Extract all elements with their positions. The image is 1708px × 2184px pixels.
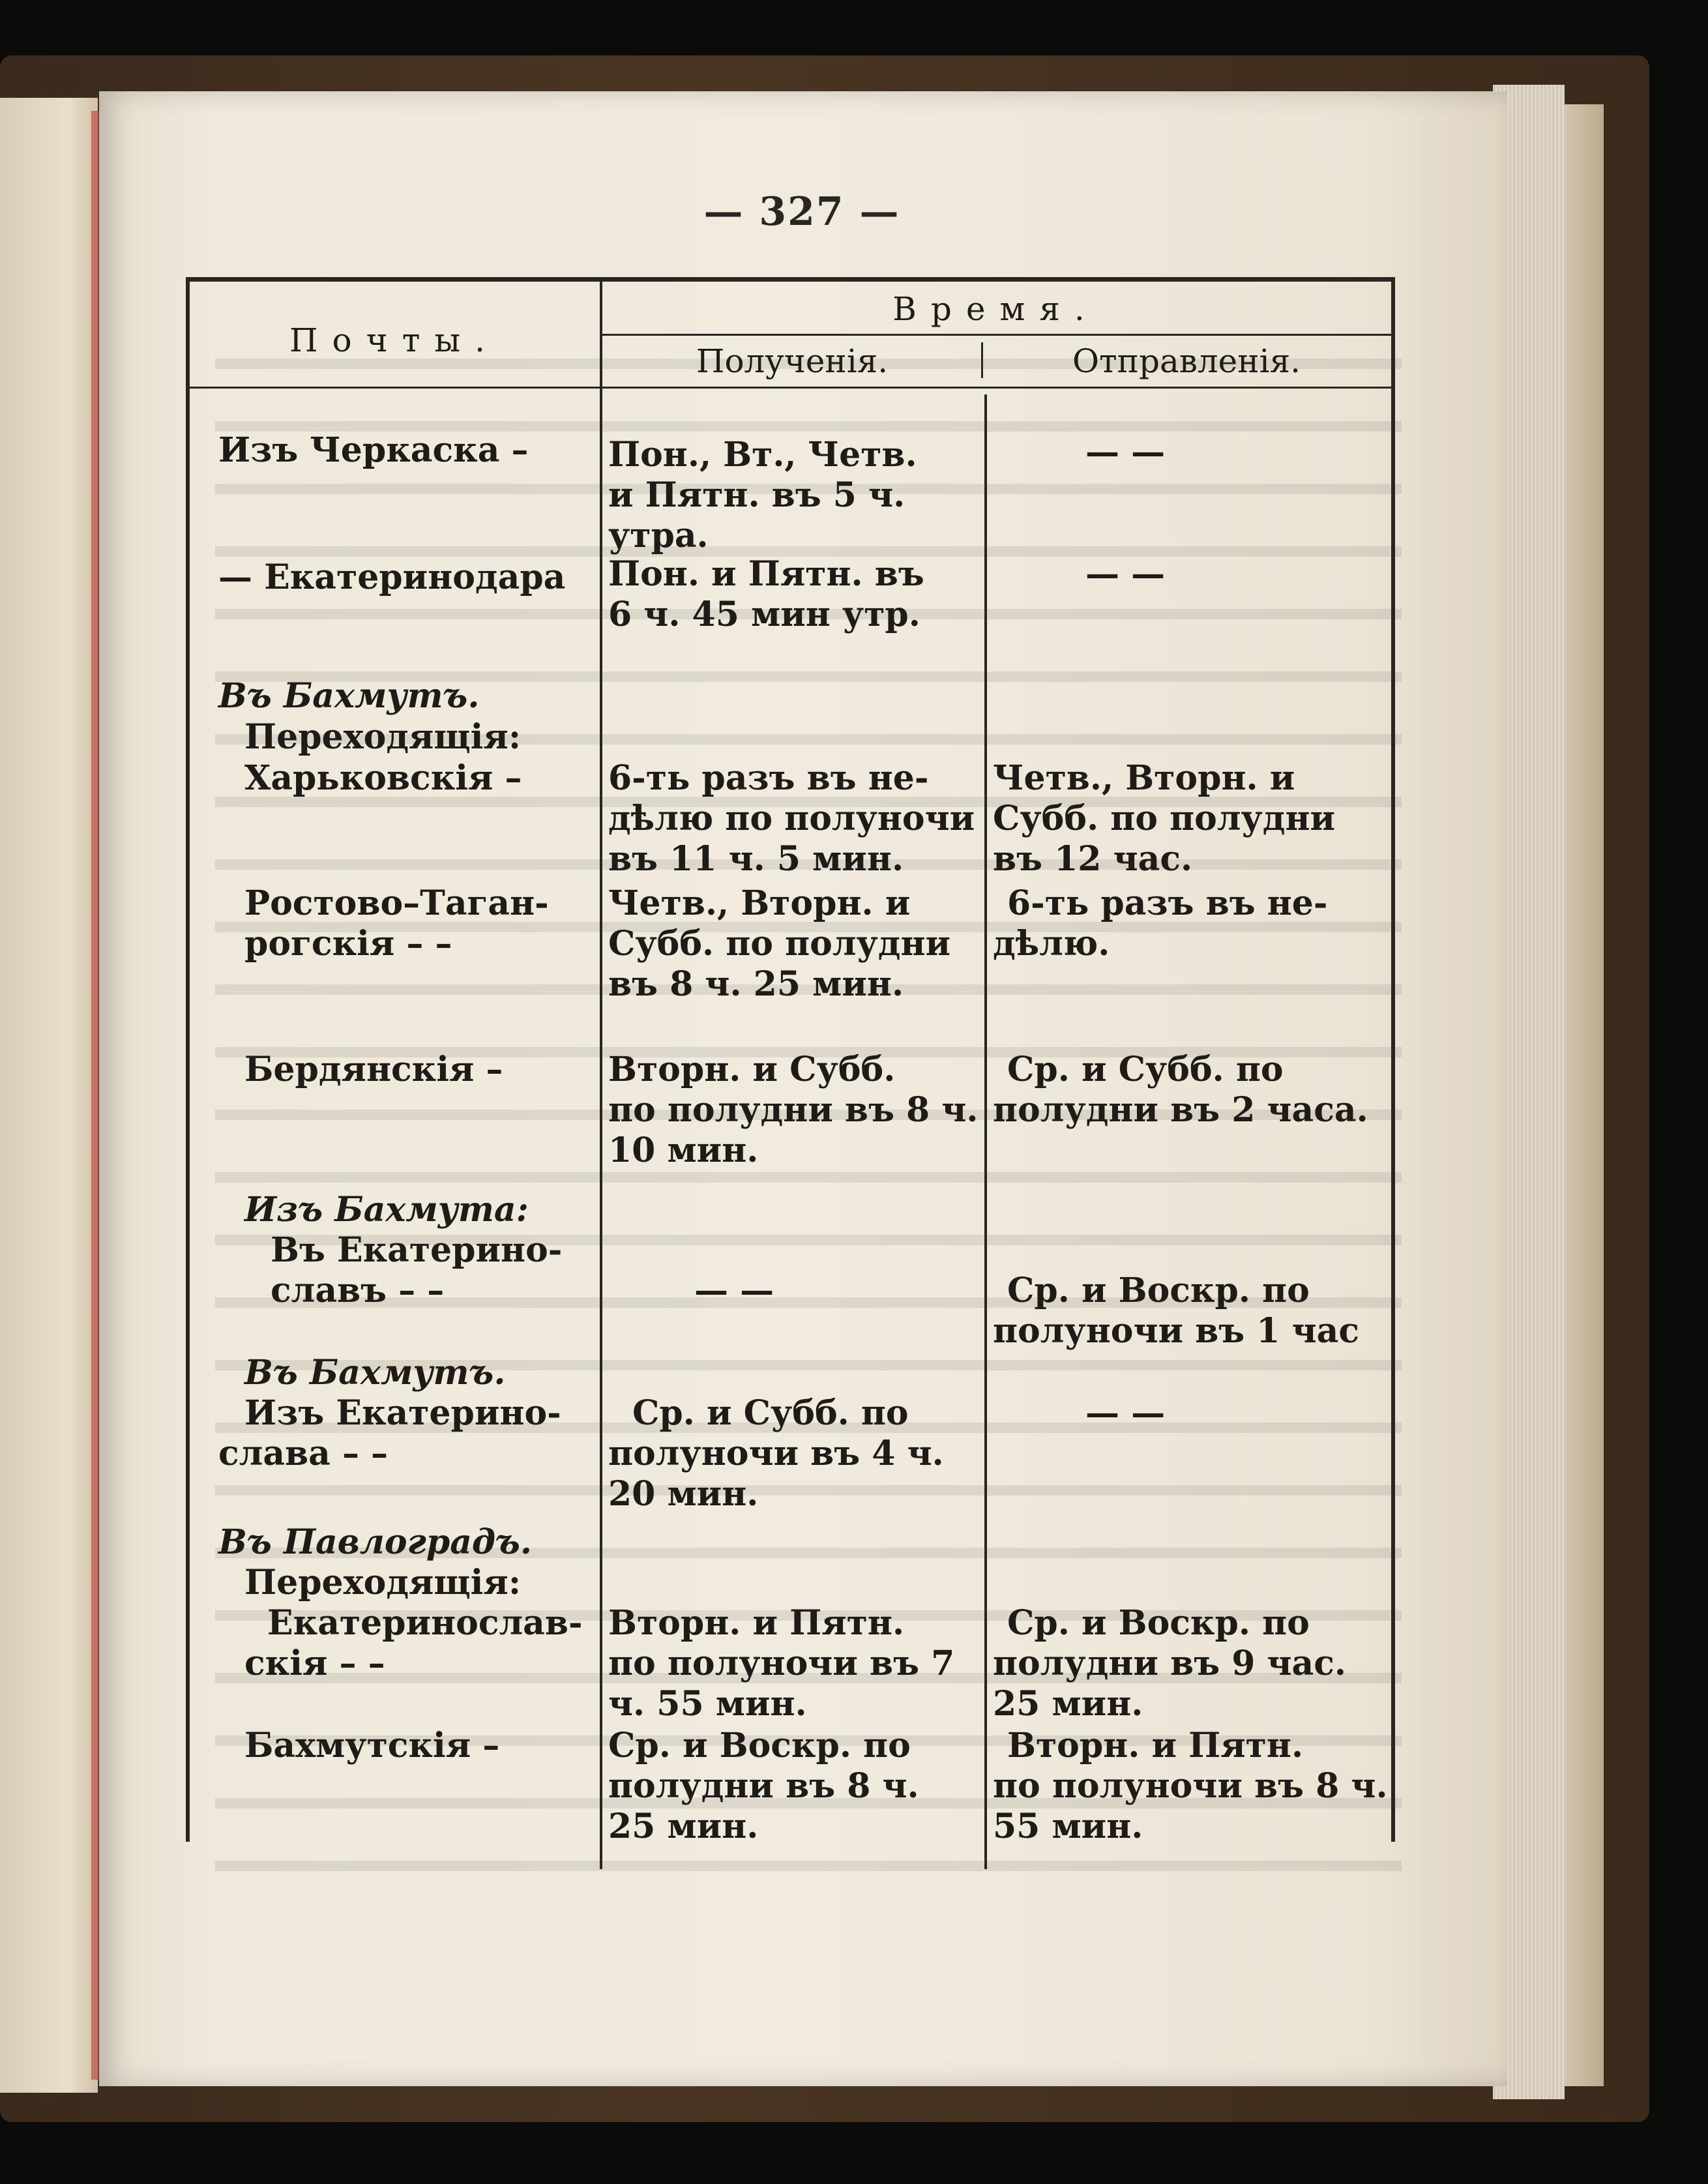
row-to-ekaterinoslav-receipt: — — <box>694 1271 774 1310</box>
row-rostov-receipt-2: Субб. по полудни <box>608 924 951 964</box>
row-from-ekaterinoslav-name-2: слава – – <box>218 1434 389 1473</box>
row-ekaterinoslav-transit-receipt-1: Вторн. и Пятн. <box>608 1603 905 1643</box>
left-page-edge <box>0 98 98 2093</box>
row-kharkov-name: Харьковскія – <box>244 758 522 798</box>
row-from-ekaterinoslav-receipt-2: полуночи въ 4 ч. <box>608 1434 944 1473</box>
row-to-ekaterinoslav-dispatch-1: Ср. и Воскр. по <box>1007 1271 1310 1310</box>
row-ekaterinoslav-transit-dispatch-2: полудни въ 9 час. <box>993 1644 1347 1683</box>
page-stack-edge <box>1565 104 1604 2086</box>
row-bakhmut-transit-receipt-3: 25 мин. <box>608 1807 759 1846</box>
row-bakhmut-transit-name: Бахмутскія – <box>244 1726 500 1765</box>
header-bottom-rule <box>190 387 1391 389</box>
row-ekaterinoslav-transit-dispatch-3: 25 мин. <box>993 1684 1143 1724</box>
page-number: — 327 — <box>703 189 900 235</box>
row-ekaterinoslav-transit-receipt-2: по полуночи въ 7 <box>608 1644 955 1683</box>
row-bakhmut-transit-dispatch-2: по полуночи въ 8 ч. <box>993 1766 1388 1806</box>
row-to-ekaterinoslav-name-1: Въ Екатерино- <box>271 1230 563 1270</box>
header-subdivider <box>981 342 983 378</box>
row-rostov-name-2: рогскія – – <box>244 924 452 964</box>
row-to-ekaterinoslav-dispatch-2: полуночи въ 1 час <box>993 1311 1359 1351</box>
row-kharkov-receipt-2: дѣлю по полуночи <box>608 799 975 838</box>
section-pavlograd-sub: Переходящія: <box>244 1563 522 1602</box>
row-bakhmut-transit-receipt-2: полудни въ 8 ч. <box>608 1766 919 1806</box>
row-rostov-receipt-1: Четв., Вторн. и <box>608 883 911 923</box>
row-bakhmut-transit-dispatch-3: 55 мин. <box>993 1807 1143 1846</box>
row-kharkov-dispatch-1: Четв., Вторн. и <box>993 758 1295 798</box>
row-cherkask-name: Изъ Черкаска – <box>218 430 529 470</box>
row-ekaterinoslav-transit-dispatch-1: Ср. и Воскр. по <box>1007 1603 1310 1643</box>
header-vremya: Время. <box>892 290 1099 328</box>
section-bakhmut2-heading: Въ Бахмутъ. <box>244 1353 506 1393</box>
row-ekaterinodar-name: — Екатеринодара <box>218 557 566 597</box>
header-pochty: Почты. <box>289 321 500 359</box>
row-from-ekaterinoslav-receipt-3: 20 мин. <box>608 1474 759 1514</box>
row-rostov-dispatch-2: дѣлю. <box>993 924 1110 964</box>
row-rostov-dispatch-1: 6-ть разъ въ не- <box>1007 883 1328 923</box>
section-from-bakhmut-heading: Изъ Бахмута: <box>244 1190 529 1230</box>
row-cherkask-dispatch: — — <box>1085 432 1166 472</box>
row-cherkask-receipt-3: утра. <box>608 516 709 555</box>
row-ekaterinoslav-transit-receipt-3: ч. 55 мин. <box>608 1684 807 1724</box>
row-kharkov-dispatch-3: въ 12 час. <box>993 839 1193 879</box>
row-berdyansk-dispatch-2: полудни въ 2 часа. <box>993 1090 1368 1130</box>
timetable <box>186 277 1395 1846</box>
row-berdyansk-dispatch-1: Ср. и Субб. по <box>1007 1050 1284 1089</box>
header-polucheniya: Полученія. <box>696 342 889 380</box>
table-right-border <box>1391 277 1395 1842</box>
section-bakhmut-sub: Переходящія: <box>244 717 522 757</box>
row-cherkask-receipt-1: Пон., Вт., Четв. <box>608 435 917 475</box>
column-divider-2 <box>984 394 987 1869</box>
row-to-ekaterinoslav-name-2: славъ – – <box>271 1271 445 1310</box>
row-from-ekaterinoslav-dispatch: — — <box>1085 1393 1166 1433</box>
row-berdyansk-name: Бердянскія – <box>244 1050 503 1089</box>
section-bakhmut-heading: Въ Бахмутъ. <box>218 676 480 716</box>
row-kharkov-receipt-1: 6-ть разъ въ не- <box>608 758 929 798</box>
row-from-ekaterinoslav-name-1: Изъ Екатерино- <box>244 1393 561 1433</box>
row-berdyansk-receipt-1: Вторн. и Субб. <box>608 1050 896 1089</box>
row-ekaterinodar-dispatch: — — <box>1085 554 1166 594</box>
row-kharkov-dispatch-2: Субб. по полудни <box>993 799 1336 838</box>
row-bakhmut-transit-dispatch-1: Вторн. и Пятн. <box>1007 1726 1304 1765</box>
row-ekaterinoslav-transit-name-1: Екатеринослав- <box>267 1603 583 1643</box>
row-cherkask-receipt-2: и Пятн. въ 5 ч. <box>608 475 906 515</box>
row-rostov-receipt-3: въ 8 ч. 25 мин. <box>608 964 904 1004</box>
row-rostov-name-1: Ростово–Таган- <box>244 883 549 923</box>
column-divider-1 <box>600 282 602 1869</box>
table-top-rule <box>186 277 1395 282</box>
row-ekaterinodar-receipt-2: 6 ч. 45 мин утр. <box>608 595 920 634</box>
table-left-border <box>186 277 190 1842</box>
row-bakhmut-transit-receipt-1: Ср. и Воскр. по <box>608 1726 911 1765</box>
row-ekaterinodar-receipt-1: Пон. и Пятн. въ <box>608 554 924 594</box>
section-pavlograd-heading: Въ Павлоградъ. <box>218 1522 532 1562</box>
row-from-ekaterinoslav-receipt-1: Ср. и Субб. по <box>632 1393 909 1433</box>
header-time-rule <box>602 334 1391 336</box>
row-ekaterinoslav-transit-name-2: скія – – <box>244 1644 385 1683</box>
row-berdyansk-receipt-2: по полудни въ 8 ч. <box>608 1090 979 1130</box>
row-berdyansk-receipt-3: 10 мин. <box>608 1130 759 1170</box>
header-otpravleniya: Отправленія. <box>1072 342 1301 380</box>
row-kharkov-receipt-3: въ 11 ч. 5 мин. <box>608 839 904 879</box>
